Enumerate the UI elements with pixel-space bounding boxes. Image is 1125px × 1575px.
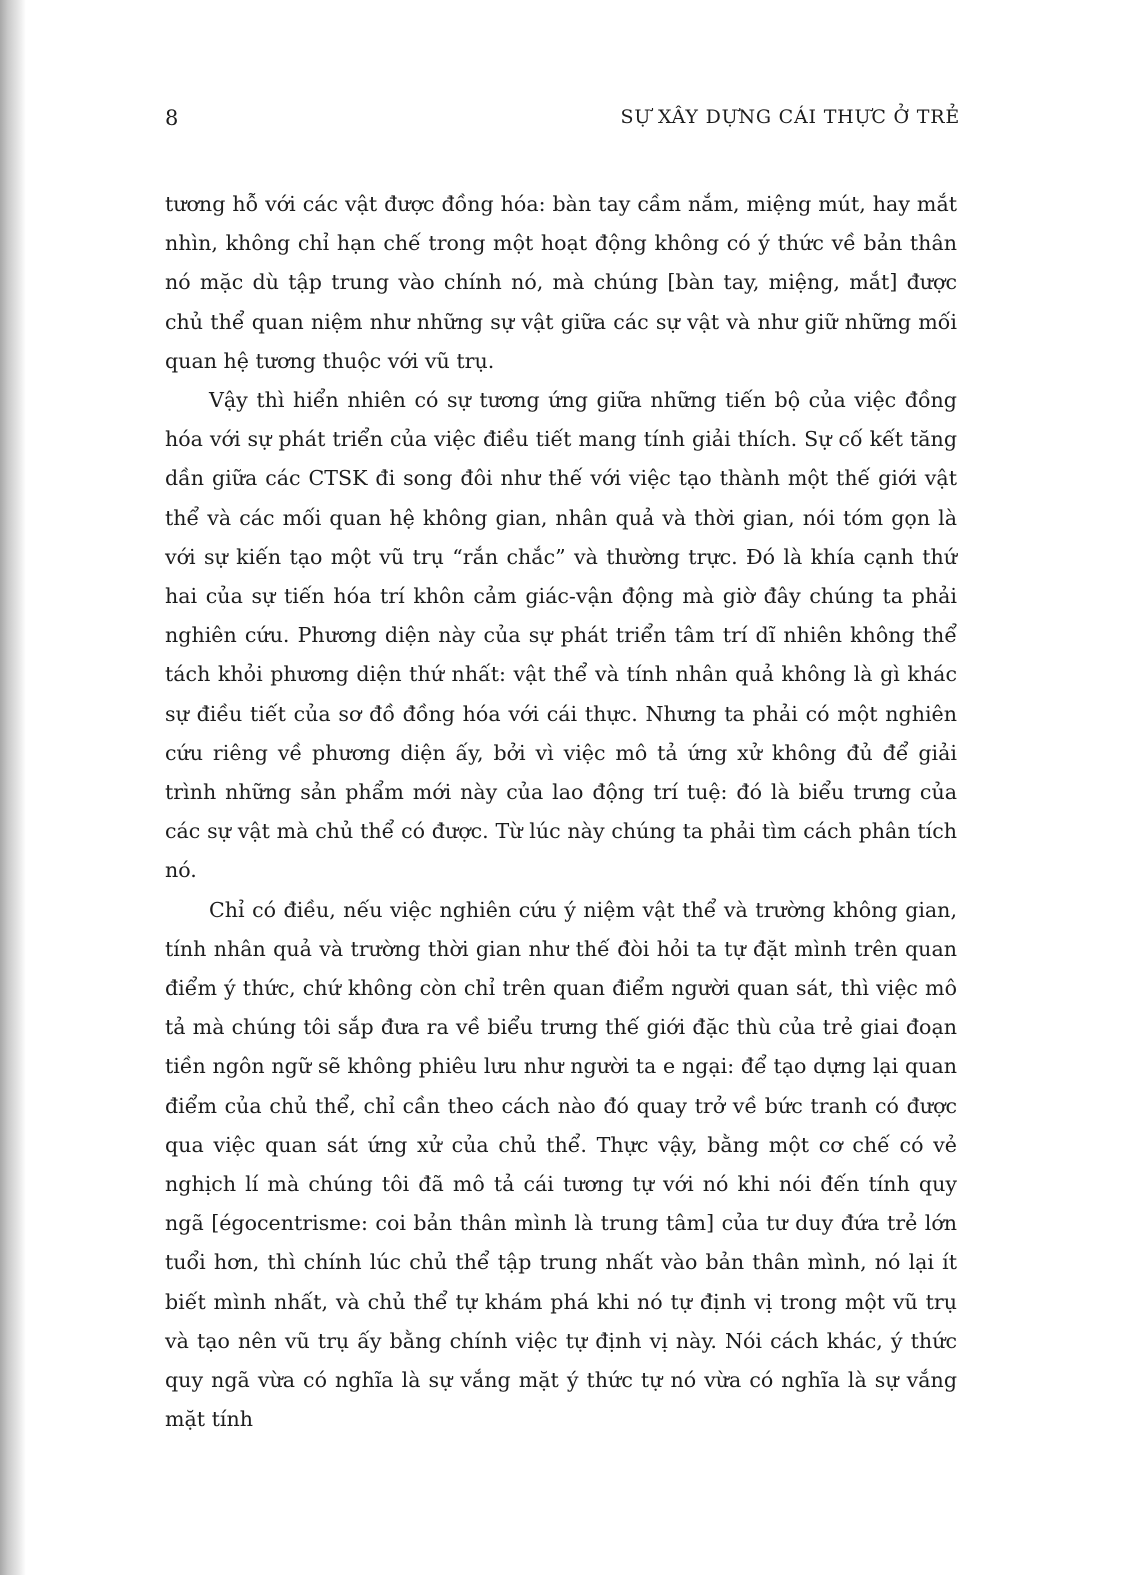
paragraph-continued: tương hỗ với các vật được đồng hóa: bàn tay cầm nắm, miệng mút, hay mắt nhìn, không chỉ hạn chế trong một hoạt động không có ý thức về bản thân nó mặc dù tập trung vào chính nó, mà chúng [bàn tay, miệng, mắt] được chủ thể quan niệm như những sự vật giữa các sự vật và như giữ những mối quan hệ tương thuộc với vũ trụ.	[165, 192, 957, 373]
page-body	[165, 185, 957, 1440]
paragraph: Chỉ có điều, nếu việc nghiên cứu ý niệm vật thể và trường không gian, tính nhân quả và trường thời gian như thế đòi hỏi ta tự đặt mình trên quan điểm ý thức, chứ không còn chỉ trên quan điểm người quan sát, thì việc mô tả mà chúng tôi sắp đưa ra về biểu trưng thế giới đặc thù của trẻ giai đoạn tiền ngôn ngữ sẽ không phiêu lưu như người ta e ngại: để tạo dựng lại quan điểm của chủ thể, chỉ cần theo cách nào đó quay trở về bức tranh có được qua việc quan sát ứng xử của chủ thể. Thực vậy, bằng một cơ chế có vẻ nghịch lí mà chúng tôi đã mô tả cái tương tự với nó khi nói đến tính quy ngã [égocentrisme: coi bản thân mình là trung tâm] của tư duy đứa trẻ lớn tuổi hơn, thì chính lúc chủ thể tập trung nhất vào bản thân mình, nó lại ít biết mình nhất, và chủ thể tự khám phá khi nó tự định vị trong một vũ trụ và tạo nên vũ trụ ấy bằng chính việc tự định vị này. Nói cách khác, ý thức quy ngã vừa có nghĩa là sự vắng mặt ý thức tự nó vừa có nghĩa là sự vắng mặt tính	[165, 897, 957, 1432]
running-title: SỰ XÂY DỰNG CÁI THỰC Ở TRẺ	[620, 106, 960, 128]
page-number: 8	[165, 106, 179, 130]
paragraph: Vậy thì hiển nhiên có sự tương ứng giữa những tiến bộ của việc đồng hóa với sự phát triển của việc điều tiết mang tính giải thích. Sự cố kết tăng dần giữa các CTSK đi song đôi như thế với việc tạo thành một thế giới vật thể và các mối quan hệ không gian, nhân quả và thời gian, nói tóm gọn là với sự kiến tạo một vũ trụ “rắn chắc” và thường trực. Đó là khía cạnh thứ hai của sự tiến hóa trí khôn cảm giác-vận động mà giờ đây chúng ta phải nghiên cứu. Phương diện này của sự phát triển tâm trí dĩ nhiên không thể tách khỏi phương diện thứ nhất: vật thể và tính nhân quả không là gì khác sự điều tiết của sơ đồ đồng hóa với cái thực. Nhưng ta phải có một nghiên cứu riêng về phương diện ấy, bởi vì việc mô tả ứng xử không đủ để giải trình những sản phẩm mới này của lao động trí tuệ: đó là biểu trưng của các sự vật mà chủ thể có được. Từ lúc này chúng ta phải tìm cách phân tích nó.	[165, 388, 957, 883]
